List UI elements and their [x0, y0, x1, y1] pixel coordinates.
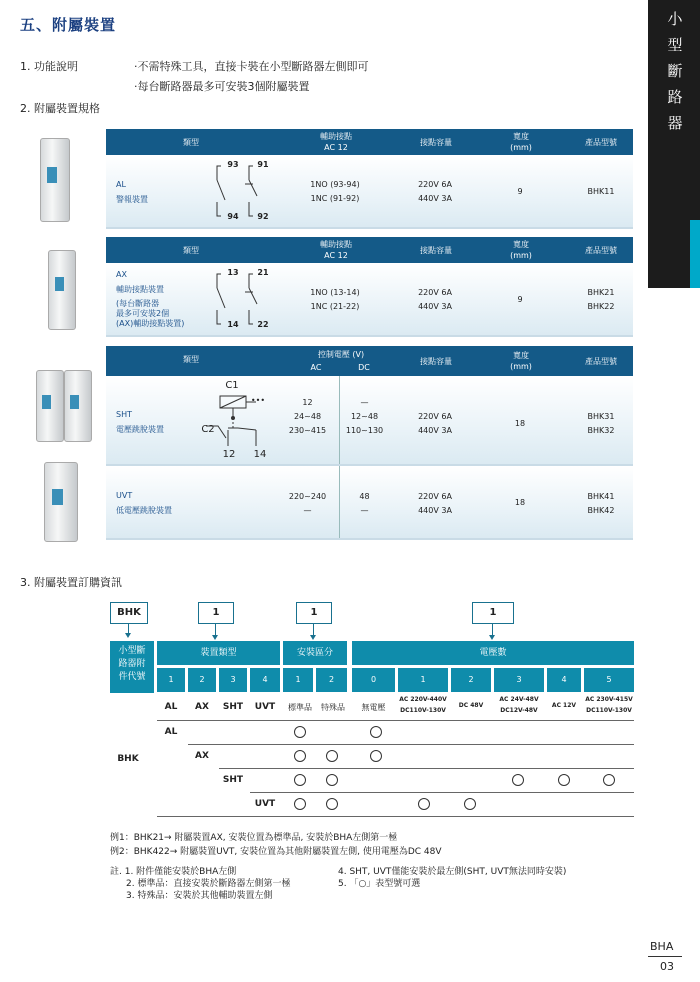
order-box-bhk: BHK — [110, 602, 148, 624]
sht-code: SHT — [116, 410, 132, 419]
uvt-dc-1: 48 — [359, 492, 370, 501]
ax-t22: 22 — [257, 320, 269, 329]
example-1: 例1：BHK21→ 附屬裝置AX, 安裝位置為標準品, 安裝於BHA左側第一極 — [110, 833, 398, 843]
header-type: 類型 — [183, 246, 199, 255]
side-char: 小 — [667, 10, 683, 28]
volt-num-2: 2 — [451, 668, 491, 692]
header-model: 產品型號 — [585, 357, 617, 366]
sht-t12: 12 — [222, 449, 236, 460]
sht-device-image-2 — [64, 370, 92, 442]
side-char: 路 — [667, 88, 683, 106]
al-contact-nc: 1NC (91-92) — [310, 194, 360, 203]
option-circle — [512, 774, 524, 786]
ax-code: AX — [116, 270, 127, 279]
side-char: 型 — [667, 36, 683, 54]
header-width: 寬度 (mm) — [510, 240, 532, 260]
header-model: 產品型號 — [585, 246, 617, 255]
header-width: 寬度 (mm) — [510, 351, 532, 371]
ax-model-1: BHK21 — [587, 288, 615, 297]
volt-label-1: AC 220V-440V DC110V-130V — [399, 696, 447, 714]
order-box-type: 1 — [198, 602, 234, 624]
header-ac: AC — [310, 363, 322, 372]
arrow-type — [215, 624, 216, 636]
arrow-position — [313, 624, 314, 636]
al-t94: 94 — [227, 212, 239, 221]
bullet-2: ‧每台斷路器最多可安裝3個附屬裝置 — [134, 80, 310, 93]
ax-name: 輔助接點裝置 — [116, 285, 164, 294]
al-code: AL — [116, 180, 126, 189]
arrow-bhk — [128, 624, 129, 634]
type-label-al: AL — [164, 702, 178, 712]
sht-cap-1: 220V 6A — [418, 412, 452, 421]
volt-num-3: 3 — [494, 668, 544, 692]
sht-c2: C2 — [201, 424, 215, 435]
side-accent — [690, 220, 700, 288]
option-circle — [558, 774, 570, 786]
pos-label-special: 特殊品 — [321, 703, 345, 712]
header-capacity: 接點容量 — [420, 138, 452, 147]
ac-dc-divider — [339, 466, 340, 538]
ax-contact-no: 1NO (13-14) — [310, 288, 360, 297]
uvt-ac-1: 220~240 — [288, 492, 327, 501]
uvt-cap-1: 220V 6A — [418, 492, 452, 501]
type-num-1: 1 — [157, 668, 185, 692]
al-model: BHK11 — [587, 187, 615, 196]
al-cap-1: 220V 6A — [418, 180, 452, 189]
volt-label-4: AC 12V — [551, 702, 577, 709]
section2-heading: 2. 附屬裝置規格 — [20, 102, 100, 115]
bullet-1: ‧不需特殊工具，直接卡裝在小型斷路器左側即可 — [134, 60, 369, 73]
volt-num-4: 4 — [547, 668, 581, 692]
ax-cap-1: 220V 6A — [418, 288, 452, 297]
grid-line — [157, 720, 634, 721]
type-num-3: 3 — [219, 668, 247, 692]
volt-label-3: AC 24V-48V DC12V-48V — [499, 696, 539, 714]
group-code: 小型斷 路器附 件代號 — [110, 641, 154, 693]
row-sht — [106, 376, 633, 466]
header-aux: 輔助接點 AC 12 — [320, 132, 352, 152]
header-dc: DC — [358, 363, 370, 372]
side-char: 斷 — [667, 62, 683, 80]
ax-t21: 21 — [257, 268, 269, 277]
sht-ac-1: 12 — [302, 398, 313, 407]
al-name: 警報裝置 — [116, 195, 148, 204]
arrow-voltage — [492, 624, 493, 636]
uvt-model-1: BHK41 — [587, 492, 615, 501]
volt-num-0: 0 — [352, 668, 395, 692]
side-tab-text — [664, 6, 686, 136]
section1-heading: 1. 功能說明 — [20, 60, 78, 73]
header-capacity: 接點容量 — [420, 246, 452, 255]
ax-note-3: (AX)輔助接點裝置) — [116, 319, 185, 328]
footer-divider — [648, 956, 682, 957]
sht-dc-3: 110~130 — [345, 426, 384, 435]
al-contact-no: 1NO (93-94) — [310, 180, 360, 189]
option-circle — [370, 726, 382, 738]
ax-device-image — [48, 250, 76, 330]
page-title: 五、附屬裝置 — [20, 16, 117, 34]
option-circle — [603, 774, 615, 786]
al-width: 9 — [517, 187, 523, 196]
ax-t14: 14 — [227, 320, 239, 329]
group-position: 安裝區分 — [283, 641, 347, 665]
row-label-ax: AX — [195, 751, 209, 761]
volt-label-0: 無電壓 — [361, 703, 386, 712]
uvt-name: 低電壓跳脫裝置 — [116, 506, 172, 515]
volt-label-2: DC 48V — [458, 702, 484, 709]
row-label-al: AL — [164, 727, 178, 737]
uvt-ac-2: — — [303, 506, 312, 515]
uvt-device-image — [44, 462, 78, 542]
option-circle — [326, 798, 338, 810]
uvt-width: 18 — [514, 498, 526, 507]
sht-cap-2: 440V 3A — [418, 426, 452, 435]
grid-line — [188, 744, 634, 745]
option-circle — [294, 726, 306, 738]
header-aux: 輔助接點 AC 12 — [320, 240, 352, 260]
type-num-4: 4 — [250, 668, 280, 692]
grid-line — [219, 768, 634, 769]
ax-width: 9 — [517, 295, 523, 304]
sht-circuit-diagram — [196, 384, 276, 456]
sht-dc-2: 12~48 — [350, 412, 379, 421]
sht-ac-2: 24~48 — [293, 412, 322, 421]
spec-header-sht — [106, 346, 633, 376]
ax-note-1: (每台斷路器 — [116, 299, 160, 308]
sht-name: 電壓跳脫裝置 — [116, 425, 164, 434]
group-voltage: 電壓數 — [352, 641, 634, 665]
row-label-uvt: UVT — [254, 799, 276, 809]
grid-line — [250, 792, 634, 793]
order-box-voltage: 1 — [472, 602, 514, 624]
al-cap-2: 440V 3A — [418, 194, 452, 203]
option-circle — [326, 750, 338, 762]
uvt-model-2: BHK42 — [587, 506, 615, 515]
header-capacity: 接點容量 — [420, 357, 452, 366]
option-circle — [464, 798, 476, 810]
group-type: 裝置類型 — [157, 641, 280, 665]
example-2: 例2：BHK422→ 附屬裝置UVT, 安裝位置為其他附屬裝置左側, 使用電壓為DC 48V — [110, 847, 442, 857]
sht-device-image-1 — [36, 370, 64, 442]
ax-contact-nc: 1NC (21-22) — [310, 302, 360, 311]
header-type: 類型 — [183, 138, 199, 147]
header-control: 控制電壓 (V) — [317, 350, 365, 359]
row-ax — [106, 263, 633, 337]
volt-num-1: 1 — [398, 668, 448, 692]
note-1: 註. 1. 附件僅能安裝於BHA左側 — [110, 867, 237, 877]
note-3: 3. 特殊品：安裝於其他輔助裝置左側 — [126, 891, 273, 901]
type-label-uvt: UVT — [254, 702, 276, 712]
pos-num-1: 1 — [283, 668, 313, 692]
type-label-ax: AX — [195, 702, 209, 712]
row-al — [106, 155, 633, 229]
ax-t13: 13 — [227, 268, 239, 277]
note-2: 2. 標準品：直接安裝於斷路器左側第一極 — [126, 879, 291, 889]
sht-ac-3: 230~415 — [288, 426, 327, 435]
ax-cap-2: 440V 3A — [418, 302, 452, 311]
uvt-cap-2: 440V 3A — [418, 506, 452, 515]
footer-series: BHA — [650, 940, 674, 953]
sht-dc-1: — — [360, 398, 369, 407]
pos-label-standard: 標準品 — [288, 703, 312, 712]
option-circle — [294, 774, 306, 786]
volt-num-5: 5 — [584, 668, 634, 692]
footer-page: 03 — [660, 960, 674, 973]
option-circle — [326, 774, 338, 786]
side-char: 器 — [667, 114, 683, 132]
option-circle — [418, 798, 430, 810]
volt-label-5: AC 230V-415V DC110V-130V — [585, 696, 633, 714]
al-t93: 93 — [227, 160, 239, 169]
header-width: 寬度 (mm) — [510, 132, 532, 152]
pos-num-2: 2 — [316, 668, 347, 692]
sht-model-1: BHK31 — [587, 412, 615, 421]
order-box-position: 1 — [296, 602, 332, 624]
sht-dots: ••• — [250, 396, 266, 405]
bhk-label: BHK — [117, 754, 139, 764]
row-uvt — [106, 466, 633, 540]
row-label-sht: SHT — [222, 775, 244, 785]
uvt-dc-2: — — [360, 506, 369, 515]
sht-model-2: BHK32 — [587, 426, 615, 435]
option-circle — [294, 798, 306, 810]
grid-line — [157, 816, 634, 817]
header-model: 產品型號 — [585, 138, 617, 147]
spec-header-ax — [106, 237, 633, 263]
uvt-code: UVT — [116, 491, 133, 500]
spec-header-al — [106, 129, 633, 155]
ax-note-2: 最多可安裝2個 — [116, 309, 170, 318]
type-num-2: 2 — [188, 668, 216, 692]
note-5: 5. 「○」表型號可選 — [338, 879, 421, 889]
note-4: 4. SHT, UVT僅能安裝於最左側(SHT, UVT無法同時安裝) — [338, 867, 567, 877]
section3-heading: 3. 附屬裝置訂購資訊 — [20, 576, 122, 589]
sht-width: 18 — [514, 419, 526, 428]
al-device-image — [40, 138, 70, 222]
sht-t14: 14 — [253, 449, 267, 460]
ax-model-2: BHK22 — [587, 302, 615, 311]
type-label-sht: SHT — [222, 702, 244, 712]
header-type: 類型 — [183, 355, 199, 364]
option-circle — [294, 750, 306, 762]
sht-c1: C1 — [225, 380, 239, 391]
al-t91: 91 — [257, 160, 269, 169]
option-circle — [370, 750, 382, 762]
al-t92: 92 — [257, 212, 269, 221]
